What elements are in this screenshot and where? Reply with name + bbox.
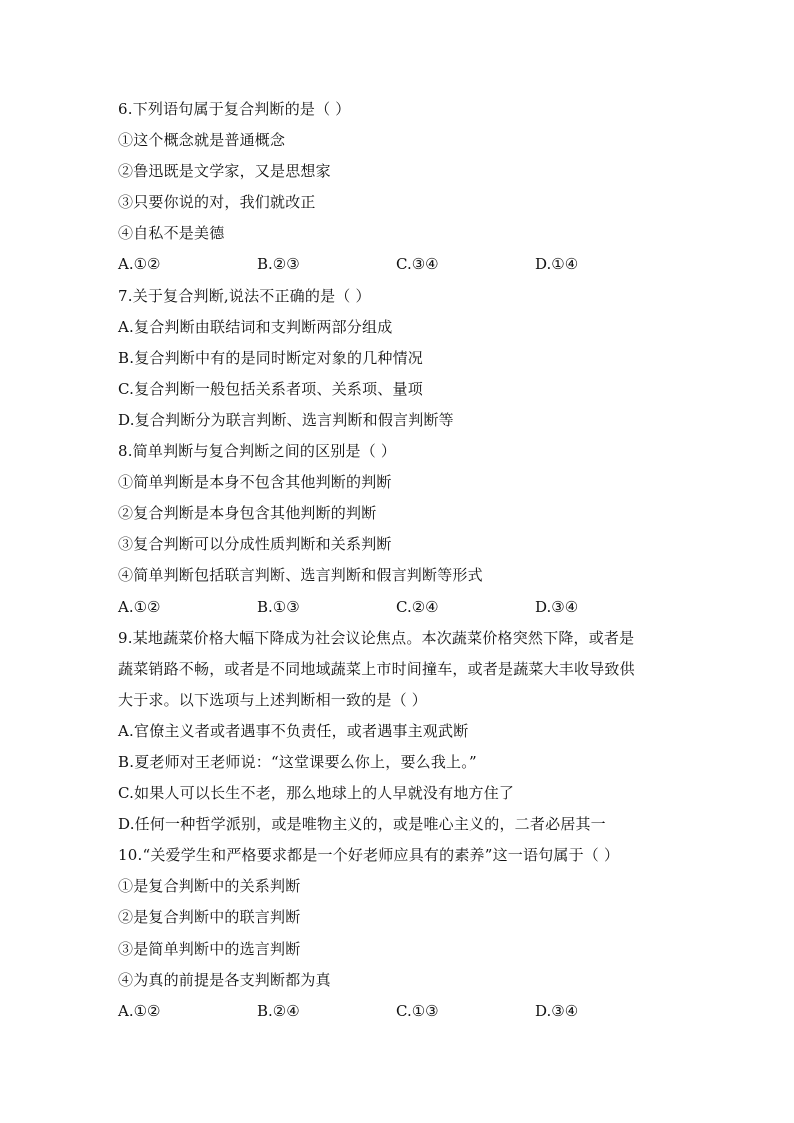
list-item: ④为真的前提是各支判断都为真 [118,970,331,989]
list-item: ④简单判断包括联言判断、选言判断和假言判断等形式 [118,566,483,585]
list-item: D.复合判断分为联言判断、选言判断和假言判断等 [118,410,454,429]
list-item: ①是复合判断中的关系判断 [118,877,301,896]
option-a: A.①② [118,1001,161,1020]
option-a: A.①② [118,255,161,274]
answer-options [118,249,678,280]
question-stem: 10.“关爱学生和严格要求都是一个好老师应具有的素养”这一语句属于（ ） [118,846,620,865]
list-item: ③复合判断可以分成性质判断和关系判断 [118,535,392,554]
question-stem: 8.简单判断与复合判断之间的区别是（ ） [118,442,397,461]
list-item: A.复合判断由联结词和支判断两部分组成 [118,317,393,336]
option-d: D.③④ [535,1001,579,1020]
question-8 [118,436,678,623]
question-10 [118,840,678,1027]
list-item: B.夏老师对王老师说：“这堂课要么你上，要么我上。” [118,752,477,771]
list-item: C.如果人可以长生不老，那么地球上的人早就没有地方住了 [118,784,515,803]
list-item: ①简单判断是本身不包含其他判断的判断 [118,473,392,492]
list-item: ①这个概念就是普通概念 [118,131,286,150]
option-c: C.①③ [396,1001,439,1020]
question-stem-line: 蔬菜销路不畅，或者是不同地域蔬菜上市时间撞车，或者是蔬菜大丰收导致供 [118,659,635,678]
list-item: ②是复合判断中的联言判断 [118,908,301,927]
option-c: C.③④ [396,255,439,274]
question-7 [118,281,678,436]
question-stem: 7.关于复合判断,说法不正确的是（ ） [118,286,371,305]
list-item: ②鲁迅既是文学家，又是思想家 [118,162,331,181]
answer-options [118,592,678,623]
question-stem: 6.下列语句属于复合判断的是（ ） [118,100,351,118]
option-b: B.①③ [257,597,300,616]
question-list [118,94,678,1027]
question-9 [118,623,678,841]
list-item: ③是简单判断中的选言判断 [118,939,301,958]
option-b: B.②④ [257,1001,300,1020]
list-item: ④自私不是美德 [118,224,225,243]
list-item: ②复合判断是本身包含其他判断的判断 [118,504,377,523]
option-d: D.①④ [535,255,579,274]
option-a: A.①② [118,597,161,616]
list-item: C.复合判断一般包括关系者项、关系项、量项 [118,379,423,398]
list-item: A.官僚主义者或者遇事不负责任，或者遇事主观武断 [118,721,469,740]
list-item: B.复合判断中有的是同时断定对象的几种情况 [118,348,423,367]
question-6 [118,94,678,281]
question-stem-line: 大于求。以下选项与上述判断相一致的是（ ） [118,690,427,709]
option-b: B.②③ [257,255,300,274]
option-d: D.③④ [535,597,579,616]
option-c: C.②④ [396,597,439,616]
question-stem-line: 9.某地蔬菜价格大幅下降成为社会议论焦点。本次蔬菜价格突然下降，或者是 [118,628,635,647]
answer-options [118,996,678,1027]
list-item: ③只要你说的对，我们就改正 [118,193,316,212]
list-item: D.任何一种哲学派别，或是唯物主义的，或是唯心主义的，二者必居其一 [118,815,606,834]
